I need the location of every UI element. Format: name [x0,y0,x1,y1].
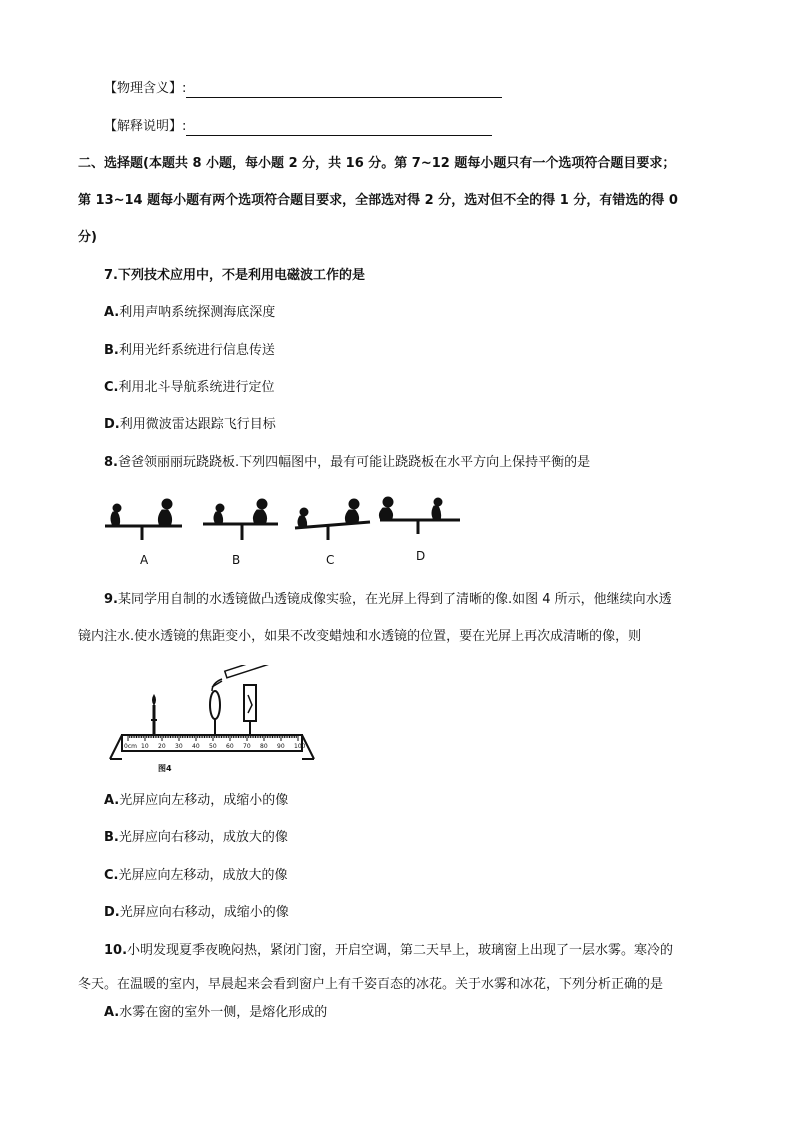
scale-label: 0cm [124,743,137,750]
scale-label: 60 [226,743,234,750]
field-label: 【解释说明】: [104,119,187,134]
figure-caption: 图4 [158,764,172,773]
scale-label: 40 [192,743,200,750]
scale-label: 70 [243,743,251,750]
water-lens-icon [210,679,222,735]
scale-label: 30 [175,743,183,750]
section-header-line-3: 分) [78,230,97,245]
seesaw-option-a [105,499,182,567]
section-header-line-2: 第 13~14 题每小题有两个选项符合题目要求，全部选对得 2 分，选对但不全的得 1 分，有错选的得 0 [78,193,678,208]
field-explanation [104,118,492,136]
q7-option-d: D.利用微波雷达跟踪飞行目标 [104,417,276,432]
q9-stem-line-1: 9.某同学用自制的水透镜做凸透镜成像实验，在光屏上得到了清晰的像.如图 4 所示，他继续向水透 [104,592,672,607]
q8-seesaw-figure [100,494,460,574]
q10-stem-line-2: 冬天。在温暖的室内，早晨起来会看到窗户上有千姿百态的冰花。关于水雾和冰花，下列分析正确的是 [78,977,664,992]
seesaw-option-c [295,499,370,567]
seesaw-option-b [203,499,278,567]
scale-label: 50 [209,743,217,750]
q10-stem-line-1: 10.小明发现夏季夜晚闷热，紧闭门窗，开启空调，第二天早上，玻璃窗上出现了一层水雾。寒冷的 [104,943,674,958]
field-label: 【物理含义】: [104,81,187,96]
scale-label: 20 [158,743,166,750]
q9-option-b: B.光屏应向右移动，成放大的像 [104,830,288,845]
seesaw-option-d [379,497,460,563]
seesaw-label-b: B [232,553,241,567]
candle-icon [151,695,157,735]
section-header-line-1: 二、选择题(本题共 8 小题，每小题 2 分，共 16 分。第 7~12 题每小题只有一个选项符合题目要求； [78,156,676,171]
q9-option-c: C.光屏应向左移动，成放大的像 [104,868,288,883]
answer-blank[interactable] [186,83,502,98]
q9-optical-bench-figure [108,665,318,775]
q10-option-a: A.水雾在窗的室外一侧，是熔化形成的 [104,1005,328,1020]
answer-blank[interactable] [186,121,492,136]
light-screen-icon [244,685,256,735]
seesaw-label-d: D [416,549,426,563]
q7-option-b: B.利用光纤系统进行信息传送 [104,343,275,358]
scale-label: 10 [141,743,149,750]
q7-stem: 7.下列技术应用中，不是利用电磁波工作的是 [104,268,365,283]
seesaw-label-a: A [140,553,149,567]
scale-label: 100 [294,743,306,750]
q9-stem-line-2: 镜内注水.使水透镜的焦距变小，如果不改变蜡烛和水透镜的位置，要在光屏上再次成清晰的像，则 [78,629,642,644]
scale-label: 80 [260,743,268,750]
q7-option-c: C.利用北斗导航系统进行定位 [104,380,275,395]
seesaw-label-c: C [326,553,335,567]
q8-stem: 8.爸爸领丽丽玩跷跷板.下列四幅图中，最有可能让跷跷板在水平方向上保持平衡的是 [104,455,591,470]
scale-label: 90 [277,743,285,750]
q9-option-a: A.光屏应向左移动，成缩小的像 [104,793,289,808]
q9-option-d: D.光屏应向右移动，成缩小的像 [104,905,289,920]
q7-option-a: A.利用声呐系统探测海底深度 [104,305,276,320]
field-physical-meaning [104,80,502,98]
syringe-icon [212,665,286,687]
